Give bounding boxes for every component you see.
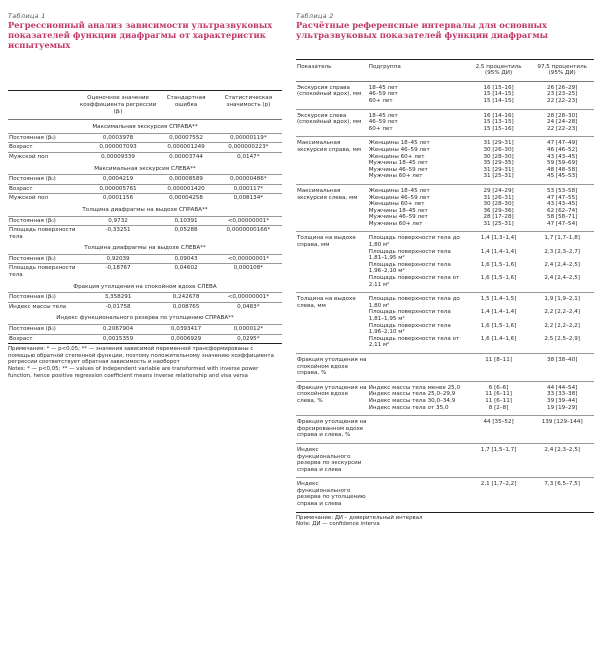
table-row — [8, 143, 282, 153]
table1-cell-estimate: 0,0004219 — [102, 176, 134, 183]
table1-header-name — [8, 91, 79, 120]
table2-cell-p975: 53 [53–58] — [530, 184, 594, 194]
table1-cell-se: 0,0393417 — [170, 326, 202, 333]
table2-cell-p25: 11 [8–11] — [467, 353, 531, 376]
table1-cell-name: Площадь поверхности тела — [9, 227, 76, 240]
table1-cell-p: 0,0000000166* — [226, 227, 271, 234]
table2-cell-subgroup — [368, 353, 467, 376]
table2-cell-indicator: Экскурсия слева (спокойный вдох), мм — [296, 109, 368, 132]
table1-cell-se: 0,000001249 — [167, 144, 205, 151]
table2-cell-subgroup: Женщины 46–59 лет — [368, 146, 430, 153]
table1-cell-p: <0,00000001* — [227, 294, 269, 301]
table1-cell-estimate: -0,01758 — [105, 303, 131, 310]
table2-note-ru: Примечание: ДИ – доверительный интервал — [296, 514, 423, 521]
table2-cell-p25: 31 [29–31] — [467, 137, 531, 147]
table1-cell-estimate: 0,0001156 — [102, 195, 134, 202]
table2-cell-p975: 1,7 [1,7–1,8] — [530, 232, 594, 249]
table1-header-se: Стандартная ошибка — [166, 95, 206, 108]
table2-cell-p975: 24 [24–28] — [547, 119, 578, 126]
table-row — [8, 226, 282, 242]
table2-cell-p975: 47 [47–55] — [547, 194, 578, 201]
table1-cell-name: Индекс массы тела — [9, 303, 67, 310]
table2-cell-p25: 1,4 [1,3–1,4] — [467, 232, 531, 249]
table2-cell-indicator: Фракция утолщения на спокойном вдохе справа, % — [296, 353, 368, 376]
table2-cell-subgroup: Мужчины 18–45 лет — [368, 160, 428, 167]
table1-header-row — [8, 91, 282, 120]
table2-cell-p975: 58 [58–71] — [547, 214, 578, 221]
table2-cell-p975: 46 [46–52] — [547, 146, 578, 153]
table2-cell-subgroup: 46–59 лет — [368, 91, 398, 98]
table2-cell-subgroup: Площадь поверхности тела от 2,11 м² — [368, 275, 460, 288]
table2 — [296, 59, 594, 512]
table-row — [8, 334, 282, 343]
table-row — [296, 381, 594, 391]
table1-section-title: Толщина диафрагмы на выдохе СЛЕВА** — [84, 245, 206, 252]
table2-cell-subgroup: Площадь поверхности тела от 2,11 м² — [368, 335, 460, 349]
table1-cell-name: Мужской пол — [9, 153, 49, 160]
table2-cell-p975: 38 [38–40] — [530, 353, 594, 376]
table2-cell-p975: 2,4 [2,3–2,5] — [530, 443, 594, 473]
table2-cell-subgroup: Мужчины 60+ лет — [368, 220, 423, 227]
table2-column — [296, 12, 594, 528]
table2-cell-p25: 8 [2–8] — [488, 404, 509, 411]
table-row — [296, 137, 594, 147]
table1-cell-p: <0,00000001* — [227, 255, 269, 262]
table2-cell-subgroup — [368, 478, 467, 508]
table2-cell-indicator: Индекс функционального резерва по утолщению справа и слева — [296, 478, 368, 508]
table2-cell-p975: 48 [48–58] — [547, 166, 578, 173]
table2-cell-p975: 22 [22–23] — [547, 125, 578, 132]
table-row — [8, 184, 282, 194]
table2-header-subgroup: Подгруппа — [368, 59, 467, 81]
table2-cell-p25: 11 [6–11] — [485, 391, 512, 398]
table2-cell-subgroup: Женщины 60+ лет — [368, 153, 425, 160]
table-row — [8, 175, 282, 185]
table2-cell-p975: 33 [33–38] — [547, 391, 578, 398]
table2-cell-p25: 30 [28–30] — [483, 153, 514, 160]
table1 — [8, 90, 282, 343]
table2-cell-p25: 1,4 [1,4–1,4] — [480, 248, 517, 255]
table1-cell-estimate: -0,18767 — [105, 265, 131, 272]
table2-cell-subgroup: Мужчины 60+ лет — [368, 173, 423, 180]
table2-cell-p975: 45 [45–53] — [547, 173, 578, 180]
table2-cell-p25: 1,7 [1,5–1,7] — [467, 443, 531, 473]
table2-cell-p25: 1,6 [1,5–1,6] — [480, 275, 517, 282]
table-row — [8, 264, 282, 280]
table2-cell-subgroup: Мужчины 46–59 лет — [368, 166, 428, 173]
table1-section-title: Фракция утолщения на спокойном вдохе СЛЕВА — [73, 283, 217, 290]
table2-notes — [296, 512, 594, 528]
table-row — [8, 194, 282, 203]
table2-cell-subgroup: Площадь поверхности тела 1,96–2,10 м² — [368, 261, 451, 275]
table2-cell-p975: 59 [59–69] — [547, 160, 578, 167]
table1-cell-se: 0,008765 — [172, 303, 200, 310]
table1-cell-estimate: 0,000005761 — [99, 185, 137, 192]
table1-cell-estimate: 0,2067904 — [102, 326, 134, 333]
table-row — [296, 232, 594, 249]
table2-cell-subgroup: Площадь поверхности тела 1,96–2,10 м² — [368, 322, 451, 336]
table1-cell-p: 0,008134* — [233, 195, 264, 202]
table2-cell-subgroup: Женщины 46–59 лет — [368, 194, 430, 201]
table1-cell-name: Мужской пол — [9, 195, 49, 202]
table2-cell-subgroup: Женщины 18–45 лет — [368, 137, 467, 147]
table1-cell-name: Постоянная (β₀) — [9, 326, 56, 333]
table2-cell-subgroup: Площадь поверхности тела 1,81–1,95 м² — [368, 248, 451, 262]
table2-cell-p975: 2,2 [2,2–2,2] — [544, 322, 580, 329]
table2-header-p25: 2,5 процентиль (95% ДИ) — [467, 59, 531, 81]
table2-cell-p25: 30 [28–30] — [483, 201, 514, 208]
table1-cell-name: Постоянная (β₀) — [9, 255, 56, 262]
table1-cell-name: Возраст — [9, 335, 33, 342]
table-row — [296, 416, 594, 439]
table1-cell-se: 0,04602 — [174, 265, 198, 272]
table2-cell-p25: 29 [24–29] — [467, 184, 531, 194]
table1-section-row — [8, 203, 282, 216]
table1-cell-se: 0,000001420 — [167, 185, 205, 192]
table1-cell-name: Постоянная (β₀) — [9, 134, 56, 141]
table2-cell-subgroup: Индекс массы тела 30,0–34,9 — [368, 397, 456, 404]
table-row — [296, 443, 594, 473]
table2-cell-indicator: Максимальная экскурсия слева, мм — [296, 184, 368, 227]
table1-cell-se: 0,10391 — [174, 217, 198, 224]
table2-label: Таблица 2 — [296, 12, 334, 20]
table-row — [8, 293, 282, 303]
table2-cell-subgroup — [368, 416, 467, 439]
table2-cell-indicator: Максимальная экскурсия справа, мм — [296, 137, 368, 180]
table1-note-ru: Примечания: * — p<0,05; ** — значения зависимой переменной трансформированы с помощью обратной степенной функции, поэтому положительному значению коэффициента регрессии соответствует обратная зависимость и наоборот — [8, 346, 274, 366]
table2-cell-p25: 28 [17–28] — [483, 214, 514, 221]
table2-cell-subgroup: Индекс массы тела 25,0–29,9 — [368, 391, 456, 398]
table1-cell-estimate: 0,0015359 — [102, 335, 134, 342]
table2-cell-indicator: Толщина на выдохе справа, мм — [296, 232, 368, 288]
table-row — [296, 109, 594, 119]
table1-section-row — [8, 120, 282, 134]
table2-cell-p975: 2,5 [2,5–2,9] — [544, 335, 580, 342]
table1-cell-estimate: 0,0003978 — [102, 134, 134, 141]
table2-cell-p25: 2,1 [1,7–2,2] — [467, 478, 531, 508]
table1-cell-estimate: 0,9732 — [108, 217, 128, 224]
table2-cell-subgroup: Мужчины 18–45 лет — [368, 207, 428, 214]
table1-cell-p: 0,0147* — [237, 153, 260, 160]
table1-cell-p: 0,000117* — [233, 185, 264, 192]
table1-cell-name: Постоянная (β₀) — [9, 217, 56, 224]
table1-cell-p: 0,00000486* — [230, 176, 267, 183]
table2-cell-p975: 139 [129–144] — [530, 416, 594, 439]
table2-cell-p25: 44 [35–52] — [467, 416, 531, 439]
table2-cell-subgroup: 18–45 лет — [368, 109, 467, 119]
table2-cell-p975: 7,3 [6,5–7,5] — [530, 478, 594, 508]
table2-cell-p25: 35 [29–35] — [483, 160, 514, 167]
table2-cell-p25: 16 [15–16] — [467, 81, 531, 91]
table1-cell-se: 0,00008589 — [169, 176, 203, 183]
table2-cell-p25: 1,6 [1,4–1,6] — [480, 335, 517, 342]
table2-cell-p25: 15 [13–15] — [483, 119, 514, 126]
table1-cell-name: Площадь поверхности тела — [9, 265, 76, 279]
table-row — [296, 478, 594, 508]
table1-section-title: Индекс функционального резерва по утолщению СПРАВА** — [56, 315, 234, 322]
table1-section-row — [8, 311, 282, 324]
table-row — [8, 216, 282, 226]
table2-cell-p975: 47 [47–54] — [547, 220, 578, 227]
table1-header-p: Статистическая значимость (p) — [224, 95, 273, 108]
table2-cell-p975: 39 [39–44] — [547, 397, 578, 404]
table1-section-row — [8, 241, 282, 254]
table-row — [296, 81, 594, 91]
table2-cell-subgroup: 60+ лет — [368, 97, 393, 104]
table1-cell-se: 0,00007552 — [169, 134, 203, 141]
table2-cell-subgroup: 46–59 лет — [368, 119, 398, 126]
table2-cell-p25: 1,4 [1,4–1,4] — [480, 309, 517, 316]
table2-note-en: Note: ДИ — confidence interva — [296, 521, 380, 528]
table2-cell-subgroup: Площадь поверхности тела до 1,80 м² — [368, 293, 467, 310]
table2-cell-subgroup: Женщины 60+ лет — [368, 201, 425, 208]
table2-cell-p975: 1,9 [1,9–2,1] — [530, 293, 594, 310]
table1-cell-name: Постоянная (β₀) — [9, 294, 56, 301]
table2-header-row — [296, 59, 594, 81]
table-row — [296, 353, 594, 376]
table1-title: Регрессионный анализ зависимости ультразвуковых показателей функции диафрагмы от характеристик испытуемых — [8, 20, 273, 50]
table2-cell-p25: 15 [14–15] — [483, 97, 514, 104]
table2-cell-subgroup: Индекс массы тела от 35,0 — [368, 404, 449, 411]
table2-cell-indicator: Фракция утолщения на форсированном вдохе справа и слева, % — [296, 416, 368, 439]
table1-cell-se: 0,242678 — [172, 294, 200, 301]
table2-cell-subgroup: Мужчины 46–59 лет — [368, 214, 428, 221]
table1-section-title: Толщина диафрагмы на выдохе СПРАВА** — [82, 206, 208, 213]
table2-cell-p975: 62 [62–74] — [547, 207, 578, 214]
table1-cell-estimate: 0,00009339 — [101, 153, 135, 160]
table1-cell-estimate: 0,000007093 — [99, 144, 137, 151]
table-row — [296, 293, 594, 310]
table2-cell-p975: 44 [44–54] — [530, 381, 594, 391]
table1-column — [8, 12, 282, 379]
table1-cell-p: 0,000012* — [233, 326, 264, 333]
table2-cell-p25: 15 [15–16] — [483, 125, 514, 132]
table2-cell-p25: 1,6 [1,5–1,6] — [480, 261, 517, 268]
table1-header-estimate: Оценочное значение коэффициента регрессии (βᵢ) — [79, 95, 157, 115]
table1-section-title: Максимальная экскурсия СЛЕВА** — [94, 165, 196, 172]
table2-cell-p975: 2,4 [2,4–2,5] — [544, 261, 580, 268]
table1-cell-se: 0,0006929 — [170, 335, 202, 342]
table-row — [8, 302, 282, 311]
table1-cell-p: 0,000000223* — [228, 144, 269, 151]
table1-cell-se: 0,05288 — [174, 227, 198, 234]
table2-cell-p975: 22 [22–23] — [547, 97, 578, 104]
table2-cell-p975: 2,3 [2,3–2,7] — [544, 248, 580, 255]
table2-header-p975: 97,5 процентиль (95% ДИ) — [530, 59, 594, 81]
table2-cell-p975: 28 [28–30] — [530, 109, 594, 119]
table1-label: Таблица 1 — [8, 12, 46, 20]
table-row — [8, 133, 282, 143]
table2-title: Расчётные референсные интервалы для основных ультразвуковых показателей функции диафрагмы — [296, 20, 549, 40]
table2-cell-p975: 19 [19–29] — [547, 404, 578, 411]
table1-cell-estimate: -0,33251 — [105, 227, 131, 234]
table-row — [8, 254, 282, 264]
table1-cell-p: 0,00000119* — [230, 134, 267, 141]
table1-cell-p: <0,00000001* — [227, 217, 269, 224]
table1-section-row — [8, 162, 282, 175]
table1-cell-p: 0,000108* — [233, 265, 264, 272]
table2-cell-subgroup — [368, 443, 467, 473]
table2-cell-p975: 43 [43–45] — [547, 201, 578, 208]
table2-cell-p25: 6 [6–6] — [467, 381, 531, 391]
table1-section-title: Максимальная экскурсия СПРАВА** — [92, 124, 198, 131]
table2-cell-p25: 31 [29–31] — [483, 166, 514, 173]
table1-cell-estimate: 3,358291 — [104, 294, 132, 301]
table1-cell-name: Возраст — [9, 185, 33, 192]
table2-cell-p25: 1,6 [1,5–1,6] — [480, 322, 517, 329]
table2-cell-p25: 36 [29–36] — [483, 207, 514, 214]
table1-cell-se: 0,00004258 — [169, 195, 203, 202]
table1-cell-se: 0,09043 — [174, 255, 198, 262]
table2-cell-p25: 1,5 [1,4–1,5] — [467, 293, 531, 310]
table2-cell-subgroup: Женщины 18–45 лет — [368, 184, 467, 194]
table2-cell-subgroup: Площадь поверхности тела 1,81–1,95 м² — [368, 309, 451, 322]
table2-cell-subgroup: Индекс массы тела менее 25,0 — [368, 381, 467, 391]
table2-cell-p975: 23 [23–25] — [547, 91, 578, 98]
table1-cell-name: Возраст — [9, 144, 33, 151]
table2-cell-p25: 30 [26–30] — [483, 146, 514, 153]
table1-notes — [8, 343, 282, 379]
table2-cell-p25: 16 [14–16] — [467, 109, 531, 119]
table-row — [8, 325, 282, 335]
table1-note-en: Notes: * — p<0,05; ** — values of independent variable are transformed with inverse power function, hence positive regression coefficient means inverse relationship and visa versa — [8, 366, 259, 379]
table2-cell-p25: 31 [26–31] — [483, 194, 514, 201]
table2-cell-p975: 43 [43–45] — [547, 153, 578, 160]
table2-cell-p975: 2,2 [2,2–2,4] — [544, 309, 580, 316]
table2-cell-indicator: Экскурсия справа (спокойный вдох), мм — [296, 81, 368, 104]
table2-cell-p25: 31 [25–31] — [483, 220, 514, 227]
table1-section-row — [8, 280, 282, 293]
table2-cell-p975: 2,4 [2,4–2,5] — [544, 275, 580, 282]
table2-cell-indicator: Индекс функционального резерва по экскурсии справа и слева — [296, 443, 368, 473]
table1-cell-se: 0,00003744 — [169, 153, 203, 160]
table2-header-indicator: Показатель — [296, 59, 368, 81]
table1-cell-p: 0,0483* — [237, 303, 260, 310]
table2-cell-p25: 31 [25–31] — [483, 173, 514, 180]
table2-cell-p975: 47 [47–49] — [530, 137, 594, 147]
table-row — [296, 184, 594, 194]
table2-cell-p25: 11 [6–11] — [485, 397, 512, 404]
table1-cell-name: Постоянная (β₀) — [9, 176, 56, 183]
table2-cell-indicator: Толщина на выдохе слева, мм — [296, 293, 368, 349]
table2-cell-indicator: Фракция утолщения на спокойном вдохе слева, % — [296, 381, 368, 411]
table1-cell-estimate: 0,92039 — [106, 255, 130, 262]
table2-cell-subgroup: 60+ лет — [368, 125, 393, 132]
table1-cell-p: 0,0295* — [237, 335, 260, 342]
table2-cell-p25: 15 [14–15] — [483, 91, 514, 98]
table2-body — [296, 81, 594, 511]
table2-cell-subgroup: Площадь поверхности тела до 1,80 м² — [368, 232, 467, 249]
table1-body — [8, 120, 282, 344]
table2-cell-subgroup: 18–45 лет — [368, 81, 467, 91]
table-row — [8, 152, 282, 161]
table2-cell-p975: 26 [26–29] — [530, 81, 594, 91]
